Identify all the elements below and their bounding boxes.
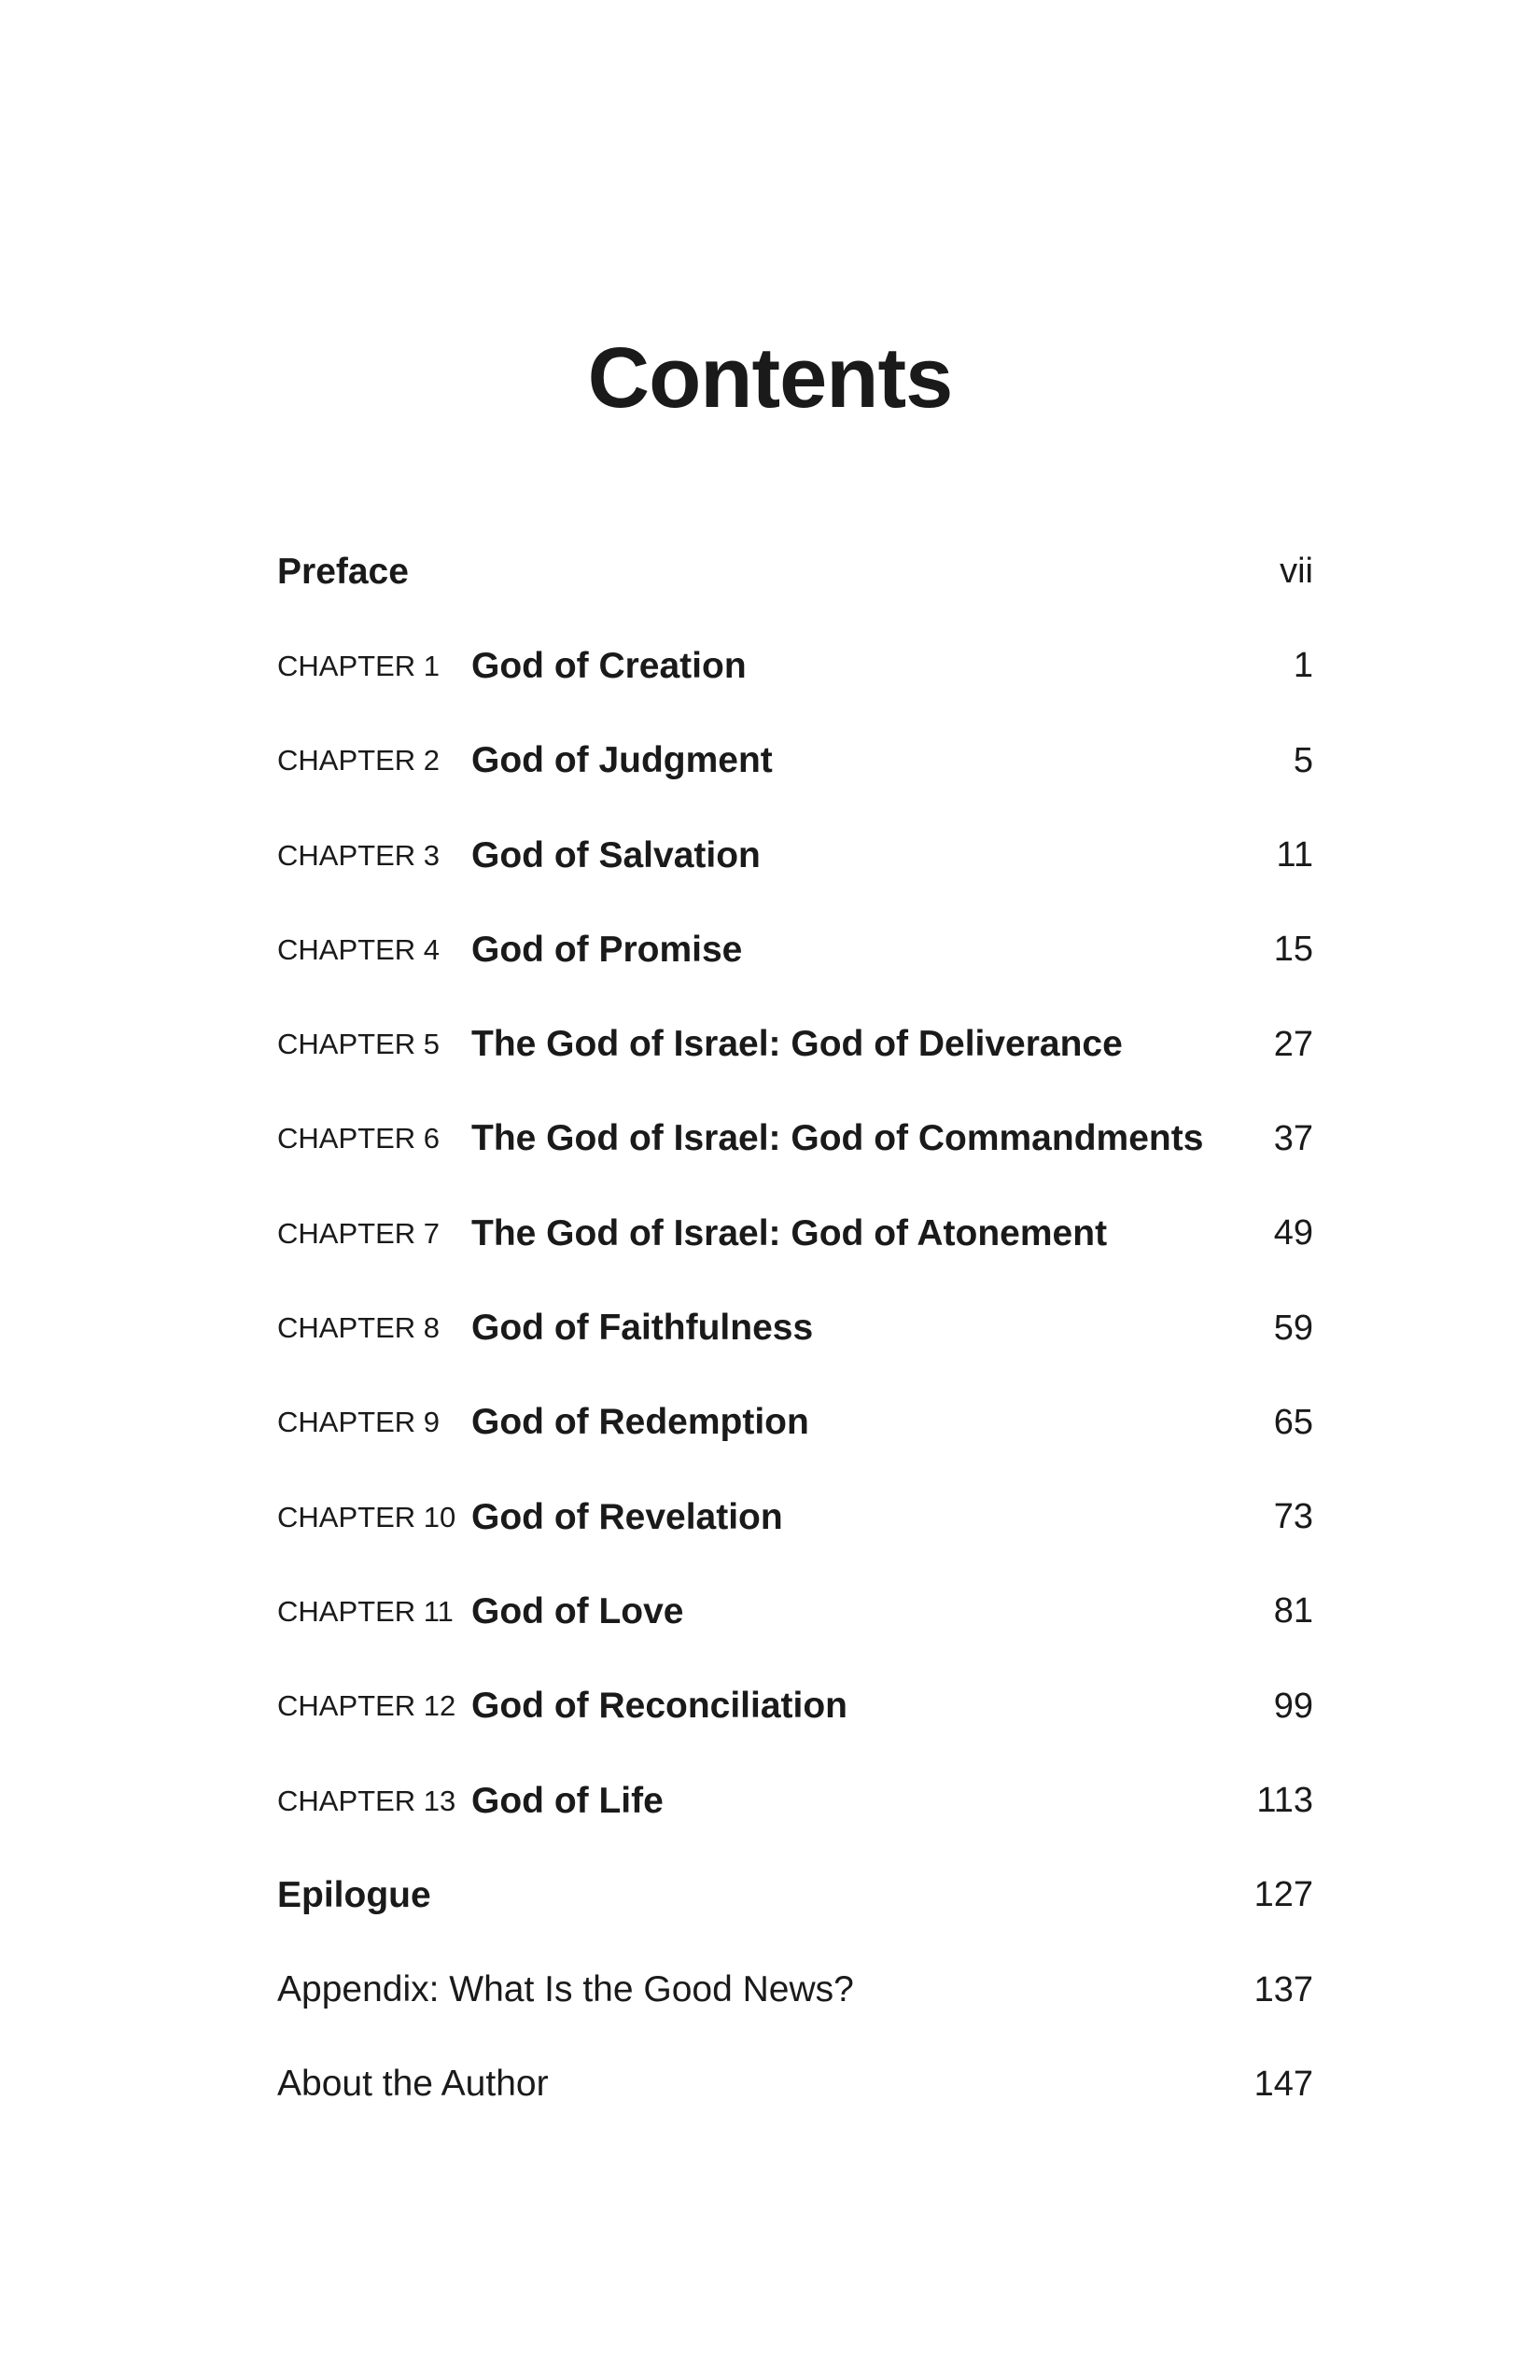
entry-title: God of Love [471, 1590, 684, 1631]
chapter-label: CHAPTER 10 [277, 1500, 456, 1533]
entry-title: The God of Israel: God of Atonement [471, 1212, 1108, 1253]
chapter-label: CHAPTER 5 [277, 1028, 440, 1061]
toc-entry[interactable] [277, 1092, 1313, 1186]
page-number: 127 [1253, 1875, 1313, 1915]
toc-entry[interactable] [277, 997, 1313, 1091]
page-number: 113 [1256, 1781, 1313, 1820]
toc-entry[interactable] [277, 808, 1313, 903]
page-number: 73 [1273, 1497, 1313, 1537]
entry-title: Preface [277, 551, 409, 592]
entry-title: God of Creation [471, 645, 747, 686]
toc-entry[interactable] [277, 619, 1313, 713]
entry-title: God of Judgment [471, 740, 773, 781]
toc-entry[interactable] [277, 1942, 1313, 2037]
entry-title: God of Salvation [471, 834, 761, 875]
page-number: 99 [1273, 1686, 1313, 1726]
chapter-label: CHAPTER 2 [277, 744, 440, 777]
page-number: 1 [1293, 646, 1313, 686]
toc-entry[interactable] [277, 1186, 1313, 1281]
entry-title: The God of Israel: God of Deliverance [471, 1024, 1123, 1065]
entry-title: God of Promise [471, 929, 743, 970]
toc-entry[interactable] [277, 1470, 1313, 1564]
page-number: 49 [1273, 1213, 1313, 1253]
chapter-label: CHAPTER 11 [277, 1594, 454, 1628]
entry-title: The God of Israel: God of Commandments [471, 1118, 1204, 1159]
page-number: 15 [1273, 930, 1313, 970]
page-number: 81 [1273, 1591, 1313, 1631]
toc-entry[interactable] [277, 1848, 1313, 1942]
chapter-label: CHAPTER 7 [277, 1216, 440, 1250]
page-number: 147 [1253, 2064, 1313, 2104]
entry-title: Appendix: What Is the Good News? [277, 1969, 854, 2010]
toc-entry[interactable] [277, 525, 1313, 619]
page-number: 11 [1276, 835, 1313, 875]
toc-entry[interactable] [277, 2037, 1313, 2132]
page-number: 137 [1253, 1969, 1313, 2009]
chapter-label: CHAPTER 3 [277, 838, 440, 872]
page-title: Contents [587, 329, 953, 426]
toc-entry[interactable] [277, 1659, 1313, 1754]
entry-title: God of Life [471, 1780, 664, 1821]
toc-entry[interactable] [277, 1754, 1313, 1848]
entry-title: About the Author [277, 2064, 549, 2105]
toc-entry[interactable] [277, 903, 1313, 997]
chapter-label: CHAPTER 1 [277, 649, 440, 682]
page-number: 65 [1273, 1402, 1313, 1442]
chapter-label: CHAPTER 8 [277, 1311, 440, 1345]
toc-entry[interactable] [277, 714, 1313, 808]
entry-title: God of Revelation [471, 1496, 783, 1537]
page-number: vii [1280, 552, 1313, 592]
entry-title: God of Redemption [471, 1402, 809, 1443]
page-number: 5 [1293, 740, 1313, 780]
chapter-label: CHAPTER 9 [277, 1406, 440, 1439]
chapter-label: CHAPTER 13 [277, 1784, 456, 1817]
entry-title: God of Reconciliation [471, 1686, 848, 1727]
chapter-label: CHAPTER 4 [277, 932, 440, 966]
entry-title: Epilogue [277, 1874, 431, 1915]
page-number: 59 [1273, 1308, 1313, 1348]
toc-entry[interactable] [277, 1564, 1313, 1659]
chapter-label: CHAPTER 12 [277, 1689, 456, 1723]
toc-entry[interactable] [277, 1281, 1313, 1375]
page-number: 27 [1273, 1024, 1313, 1064]
entry-title: God of Faithfulness [471, 1308, 814, 1349]
table-of-contents [277, 525, 1313, 2132]
toc-entry[interactable] [277, 1376, 1313, 1470]
chapter-label: CHAPTER 6 [277, 1122, 440, 1155]
page-number: 37 [1273, 1118, 1313, 1158]
